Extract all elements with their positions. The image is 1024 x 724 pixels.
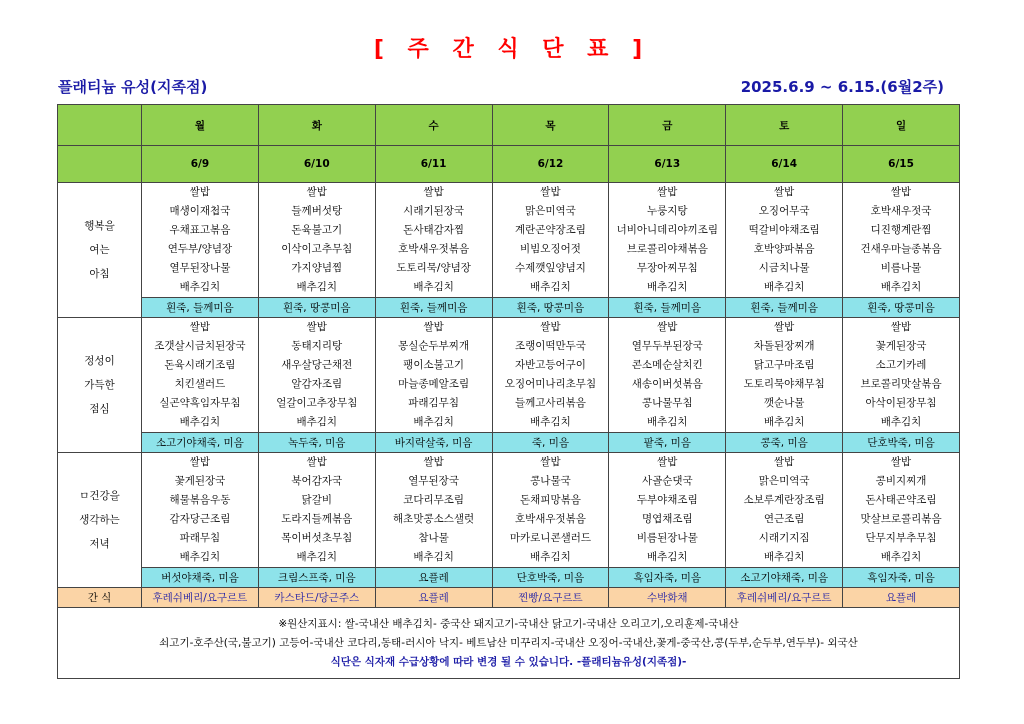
snack-row [58,588,960,608]
dish: 새우살당근채전 [281,359,353,371]
menu-cell [142,318,259,433]
dish: 소보루계란장조림 [743,494,825,506]
dish: 떡갈비야채조림 [748,224,820,236]
dish: 도라지들께볶음 [281,513,353,525]
snack-cell: 수박화채 [609,588,726,608]
dish: 쌀밥 [890,186,912,198]
porridge-cell: 죽, 미음 [492,433,609,453]
dish: 차돌된장찌개 [753,340,815,352]
meal-label-breakfast [58,183,142,318]
dish: 북어감자국 [291,475,343,487]
dish: 쌀밥 [189,321,211,333]
date-cell: 6/10 [258,146,375,183]
dish: 배추김치 [647,551,688,563]
day-header: 토 [726,105,843,146]
snack-label: 간 식 [58,588,142,608]
dish: 연두부/양념장 [167,243,233,255]
dish: 팽이소불고기 [403,359,465,371]
dish: 호박새우젓국 [870,205,932,217]
dish: 몽실순두부찌개 [398,340,470,352]
porridge-cell: 녹두죽, 미음 [258,433,375,453]
menu-cell [492,453,609,568]
corner-cell [58,146,142,183]
lunch-porridge-row [58,433,960,453]
date-cell: 6/12 [492,146,609,183]
dish: 시래기된장국 [403,205,465,217]
weekly-menu-table [57,104,960,679]
dish: 조갯살시금치된장국 [154,340,246,352]
menu-cell [258,453,375,568]
dish: 치킨샐러드 [174,378,226,390]
meal-label-line: 여는 [89,244,110,256]
date-cell: 6/14 [726,146,843,183]
dish: 쌀밥 [657,321,678,333]
menu-cell [492,318,609,433]
page-title: [ 주 간 식 단 표 ] [373,37,651,62]
menu-cell [843,318,960,433]
dish: 배추김치 [296,551,338,563]
porridge-cell: 단호박죽, 미음 [492,568,609,588]
dish: 열무된장국 [408,475,459,487]
menu-cell [375,453,492,568]
dish: 쌀밥 [890,456,912,468]
porridge-cell: 콩죽, 미음 [726,433,843,453]
day-header: 화 [258,105,375,146]
porridge-cell: 흰죽, 들께미음 [375,298,492,318]
dish: 도토리묵/양념장 [396,262,471,274]
dish: 배추김치 [763,416,805,428]
dish: 마늘종메알조림 [398,378,470,390]
dish: 단무지부추무침 [865,532,937,544]
dish: 쌀밥 [189,186,211,198]
dish: 파래무침 [179,532,221,544]
dish: 도토리묵야채무침 [743,378,825,390]
dish: 파래김무침 [408,397,459,409]
dish: 알감자조림 [291,378,343,390]
dish: 배추김치 [413,416,454,428]
dish: 무장아찌무침 [636,262,698,274]
porridge-cell: 소고기야채죽, 미음 [726,568,843,588]
dish: 쌀밥 [189,456,211,468]
menu-cell [726,318,843,433]
dish: 비름된장나물 [636,532,698,544]
menu-cell [375,318,492,433]
dish: 얼갈이고추장무침 [276,397,358,409]
dish: 맑은미역국 [758,475,810,487]
dish: 돈육불고기 [291,224,343,236]
menu-cell [142,453,259,568]
menu-cell [142,183,259,298]
meal-label-lunch [58,318,142,453]
menu-cell [375,183,492,298]
dish: 호박양파볶음 [753,243,815,255]
breakfast-porridge-row [58,298,960,318]
dish: 명엽채조림 [641,513,693,525]
date-row [58,146,960,183]
dish: 배추김치 [296,416,338,428]
dish: 배추김치 [647,281,688,293]
dish: 코다리무조림 [403,494,465,506]
dish: 돈채피망볶음 [520,494,581,506]
dish: 배추김치 [179,551,221,563]
breakfast-row [58,183,960,298]
change-notice: 식단은 식자재 수급상황에 따라 변경 될 수 있습니다. -플래티늄유성(지족점)- [330,655,687,668]
dish: 동태지리탕 [291,340,343,352]
dish: 아삭이된장무침 [865,397,937,409]
dish: 사골순댓국 [641,475,693,487]
dish: 비빔오징어젓 [520,243,581,255]
snack-cell: 후레쉬베리/요구르트 [726,588,843,608]
dish: 배추김치 [880,281,922,293]
meal-label-line: 저녁 [89,538,110,550]
dish: 해초맛콩소스샐럿 [393,513,475,525]
meal-label-line: 점심 [89,403,110,415]
date-cell: 6/9 [142,146,259,183]
dish: 배추김치 [179,416,221,428]
menu-cell [726,453,843,568]
menu-cell [609,183,726,298]
date-cell: 6/13 [609,146,726,183]
meal-label-line: 생각하는 [79,514,120,526]
dish: 쌀밥 [423,456,444,468]
origin-line-1: ※원산지표시: 쌀-국내산 배추김치- 중국산 돼지고기-국내산 닭고기-국내산 오리고기,오리훈제-국내산 [278,617,739,630]
menu-cell [843,183,960,298]
dish: 쌀밥 [540,321,561,333]
dish: 돈사태감자찜 [403,224,465,236]
dish: 꽃게된장국 [174,475,226,487]
dinner-row [58,453,960,568]
dish: 감자당근조림 [169,513,231,525]
dish: 수제깻잎양념지 [514,262,586,274]
dish: 배추김치 [530,281,571,293]
dish: 배추김치 [413,551,454,563]
dish: 배추김치 [179,281,221,293]
dish: 맛살브로콜리볶음 [860,513,942,525]
dish: 쌀밥 [657,456,678,468]
porridge-cell: 흑임자죽, 미음 [843,568,960,588]
dish: 돈사태곤약조림 [865,494,937,506]
day-header: 목 [492,105,609,146]
dish: 들께버섯탕 [291,205,343,217]
dish: 열무두부된장국 [631,340,703,352]
dish: 배추김치 [763,551,805,563]
dish: 누룽지탕 [647,205,688,217]
porridge-cell: 요플레 [375,568,492,588]
dish: 자반고등어구이 [514,359,586,371]
dish: 들께고사리볶음 [514,397,586,409]
dish: 소고기카레 [875,359,927,371]
dish: 쌀밥 [773,321,795,333]
dish: 배추김치 [530,551,571,563]
dish: 배추김치 [413,281,454,293]
dish: 배추김치 [296,281,338,293]
meal-label-line: 정성이 [84,355,115,367]
dish: 닭갈비 [301,494,332,506]
origin-footer-row [58,608,960,679]
corner-cell [58,105,142,146]
dish: 쌀밥 [423,321,444,333]
dish: 꽃게된장국 [875,340,927,352]
dish: 이삭이고추무침 [281,243,353,255]
porridge-cell: 바지락살죽, 미음 [375,433,492,453]
dish: 쌀밥 [306,186,327,198]
snack-cell: 요플레 [375,588,492,608]
dish: 조랭이떡만두국 [514,340,586,352]
dish: 쌀밥 [890,321,912,333]
date-cell: 6/11 [375,146,492,183]
dish: 매생이재첩국 [169,205,231,217]
dish: 너비아니데리야끼조림 [616,224,719,236]
meal-label-line: 행복을 [84,220,115,232]
dish: 쌀밥 [540,186,561,198]
origin-line-2: 쇠고기-호주산(국,불고기) 고등어-국내산 코다리,동태-러시아 낙지- 베트남산 미꾸리지-국내산 오징어-국내산,꽃게-중국산,콩(두부,순두부,연두부)- 외국산 [159,636,858,649]
branch-name: 플래티늄 유성(지족점) [58,78,208,96]
porridge-cell: 흰죽, 땅콩미음 [492,298,609,318]
dish: 쌀밥 [657,186,678,198]
dish: 열무된장나물 [169,262,231,274]
meal-label-line: ㅁ건강을 [79,490,120,502]
dish: 호박새우젓볶음 [398,243,470,255]
day-header: 월 [142,105,259,146]
dish: 해물볶음우동 [169,494,231,506]
dish: 맑은미역국 [525,205,576,217]
porridge-cell: 흰죽, 들께미음 [609,298,726,318]
dish: 콘소메순살치킨 [631,359,703,371]
dish: 호박새우젓볶음 [514,513,586,525]
dish: 배추김치 [880,551,922,563]
dish: 쌀밥 [306,456,327,468]
dinner-porridge-row [58,568,960,588]
dish: 시금치나물 [758,262,810,274]
dish: 쌀밥 [773,456,795,468]
dish: 연근조림 [763,513,805,525]
menu-cell [726,183,843,298]
dish: 쌀밥 [423,186,444,198]
dish: 배추김치 [647,416,688,428]
porridge-cell: 흰죽, 들께미음 [142,298,259,318]
dish: 계란곤약장조림 [514,224,586,236]
porridge-cell: 단호박죽, 미음 [843,433,960,453]
day-header: 금 [609,105,726,146]
snack-cell: 찐빵/요구르트 [492,588,609,608]
dish: 콩나물국 [530,475,571,487]
menu-cell [258,183,375,298]
dish: 시래기지짐 [758,532,810,544]
porridge-cell: 흰죽, 땅콩미음 [258,298,375,318]
dish: 오징어미나리초무침 [504,378,597,390]
dish: 돈육시래기조림 [164,359,236,371]
porridge-cell: 크림스프죽, 미음 [258,568,375,588]
dish: 브로콜리야채볶음 [626,243,708,255]
lunch-row [58,318,960,433]
porridge-cell: 흑임자죽, 미음 [609,568,726,588]
day-header-row [58,105,960,146]
menu-period: 2025.6.9 ~ 6.15.(6월2주) [740,78,944,96]
dish: 오징어무국 [758,205,810,217]
menu-cell [843,453,960,568]
dish: 쌀밥 [540,456,561,468]
dish: 깻순나물 [763,397,805,409]
dish: 배추김치 [530,416,571,428]
meal-label-line: 아침 [89,268,110,280]
origin-footer [58,608,960,679]
porridge-cell: 버섯야채죽, 미음 [142,568,259,588]
porridge-cell: 소고기야채죽, 미음 [142,433,259,453]
snack-cell: 요플레 [843,588,960,608]
dish: 디진행계란찜 [870,224,932,236]
dish: 새송이버섯볶음 [631,378,703,390]
date-cell: 6/15 [843,146,960,183]
day-header: 수 [375,105,492,146]
porridge-cell: 팥죽, 미음 [609,433,726,453]
dish: 콩나물무침 [641,397,693,409]
dish: 두부야채조림 [636,494,698,506]
dish: 우채표고볶음 [169,224,231,236]
porridge-cell: 흰죽, 땅콩미음 [843,298,960,318]
meal-label-line: 가득한 [84,379,115,391]
menu-cell [609,318,726,433]
dish: 쌀밥 [306,321,327,333]
dish: 배추김치 [763,281,805,293]
dish: 쌀밥 [773,186,795,198]
menu-cell [492,183,609,298]
menu-cell [258,318,375,433]
day-header: 일 [843,105,960,146]
snack-cell: 카스타드/당근주스 [258,588,375,608]
meal-label-dinner [58,453,142,588]
menu-cell [609,453,726,568]
dish: 마카로니콘샐러드 [509,532,592,544]
dish: 닭고구마조림 [753,359,815,371]
dish: 건새우마늘종볶음 [860,243,942,255]
snack-cell: 후레쉬베리/요구르트 [142,588,259,608]
dish: 배추김치 [880,416,922,428]
dish: 콩비지찌개 [875,475,927,487]
dish: 브로콜리맛살볶음 [860,378,942,390]
dish: 가지양념찜 [291,262,343,274]
dish: 비름나물 [880,262,922,274]
porridge-cell: 흰죽, 들께미음 [726,298,843,318]
dish: 실곤약흑임자무침 [159,397,241,409]
dish: 참나물 [418,532,449,544]
dish: 목이버섯초무침 [281,532,353,544]
